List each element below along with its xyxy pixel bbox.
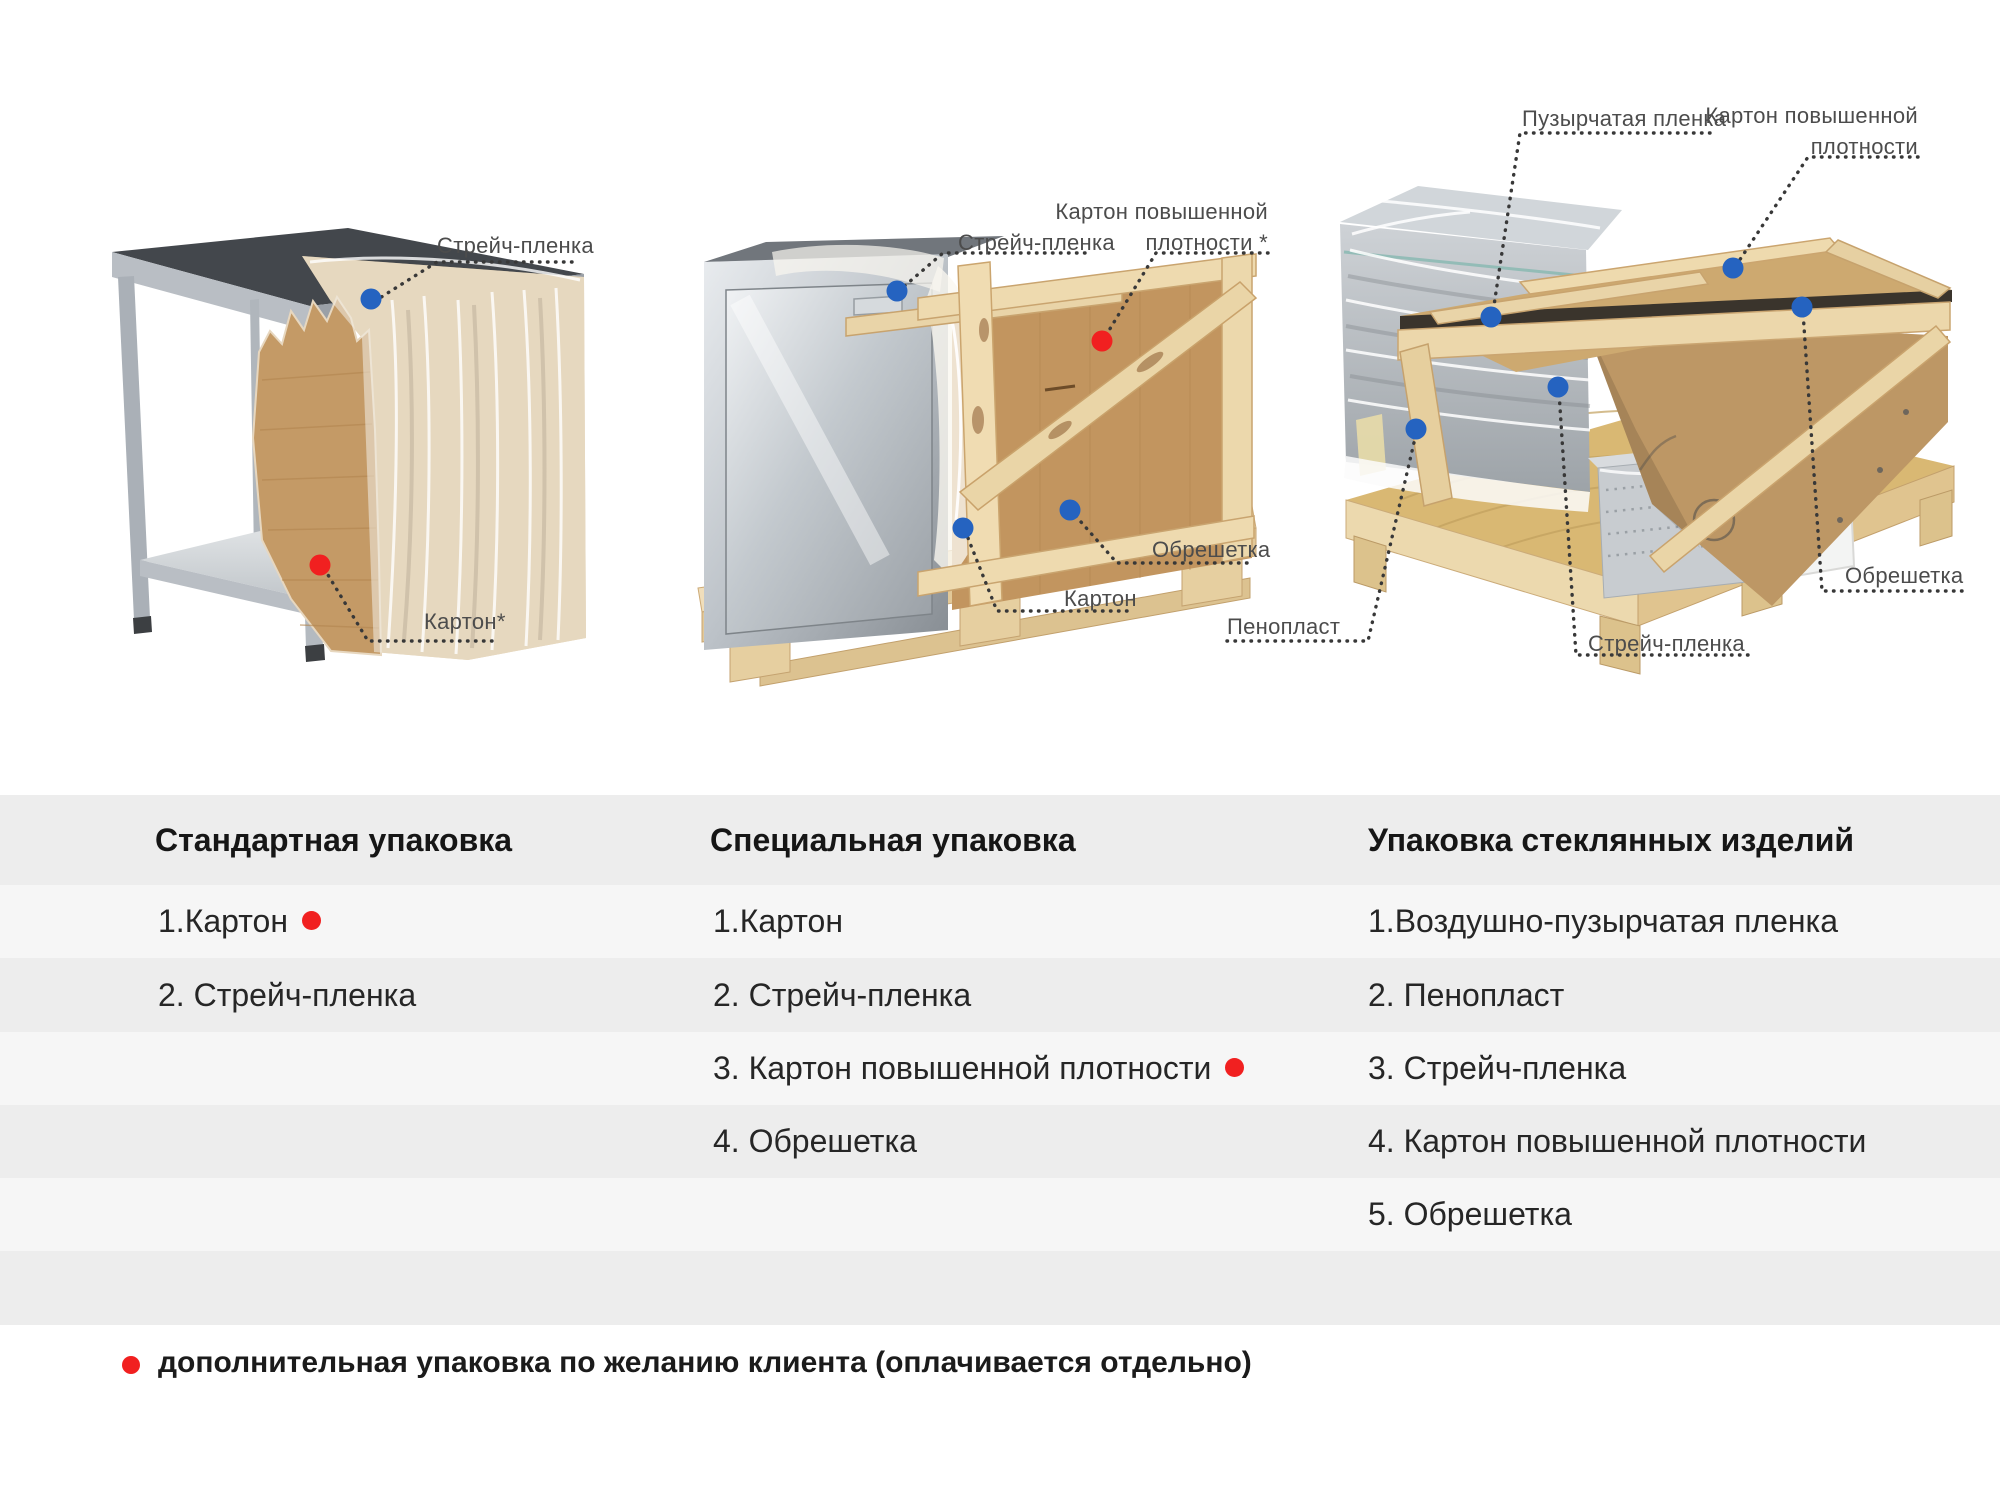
marker-p3-dense-blue-dot — [1723, 258, 1744, 279]
photo-standard-packaging — [112, 228, 586, 662]
marker-p3-bubble-blue-dot — [1481, 307, 1502, 328]
callout-p2-dense-cardboard-line1: Картон повышенной — [1055, 199, 1268, 224]
table-row-6-empty — [0, 1251, 2000, 1325]
list-item-special-3 — [713, 1032, 1244, 1105]
callout-p2-stretch-film: Стрейч-пленка — [958, 230, 1115, 255]
marker-p2-cardboard-blue-dot — [953, 518, 974, 539]
table-row-2 — [0, 958, 2000, 1032]
callout-p1-stretch-film: Стрейч-пленка — [437, 233, 594, 258]
list-item-glass-5: 5. Обрешетка — [1368, 1196, 1572, 1232]
callout-p2-cardboard: Картон — [1064, 586, 1137, 611]
callout-p3-crate: Обрешетка — [1845, 563, 1964, 588]
list-item-special-4: 4. Обрешетка — [713, 1123, 917, 1159]
callout-p3-stretch-film: Стрейч-пленка — [1588, 631, 1745, 656]
callout-p3-foam: Пенопласт — [1227, 614, 1341, 639]
marker-p1-stretch-blue-dot — [361, 289, 382, 310]
column-header-special: Специальная упаковка — [710, 822, 1076, 858]
list-item-glass-2: 2. Пенопласт — [1368, 977, 1565, 1013]
list-item-special-2: 2. Стрейч-пленка — [713, 977, 972, 1013]
marker-p1-cardboard-red-dot — [310, 555, 331, 576]
callout-p1-cardboard: Картон* — [424, 609, 506, 634]
list-item-text: 1.Картон — [158, 903, 288, 939]
table-header-row — [0, 795, 2000, 885]
callout-p2-dense-cardboard — [1055, 196, 1268, 258]
callout-p3-dense-cardboard-line1: Картон повышенной — [1705, 103, 1918, 128]
list-item-standard-2: 2. Стрейч-пленка — [158, 977, 417, 1013]
photo-special-packaging — [698, 236, 1256, 686]
marker-p2-dense-red-dot — [1092, 331, 1113, 352]
photo-glass-packaging — [1340, 186, 1954, 674]
column-header-standard: Стандартная упаковка — [155, 822, 513, 858]
list-item-standard-1 — [158, 885, 321, 958]
footnote-red-dot — [122, 1356, 140, 1374]
callout-p2-dense-cardboard-line2: плотности * — [1145, 230, 1268, 255]
marker-p2-stretch-blue-dot — [887, 281, 908, 302]
marker-p3-stretch-blue-dot — [1548, 377, 1569, 398]
table-row-4 — [0, 1105, 2000, 1178]
table-row-1 — [0, 885, 2000, 958]
list-item-glass-3: 3. Стрейч-пленка — [1368, 1050, 1627, 1086]
list-item-text: 3. Картон повышенной плотности — [713, 1050, 1212, 1086]
column-header-glass: Упаковка стеклянных изделий — [1368, 822, 1855, 858]
table-row-3 — [0, 1032, 2000, 1105]
callout-p2-crate: Обрешетка — [1152, 537, 1271, 562]
list-item-glass-4: 4. Картон повышенной плотности — [1368, 1123, 1867, 1159]
list-item-glass-1: 1.Воздушно-пузырчатая пленка — [1368, 903, 1839, 939]
callout-p3-dense-cardboard-line2: плотности — [1810, 134, 1918, 159]
paid-option-red-dot — [1225, 1058, 1244, 1077]
callout-p3-dense-cardboard — [1705, 100, 1918, 162]
callout-p3-bubble-wrap: Пузырчатая пленка — [1522, 106, 1727, 131]
marker-p3-foam-blue-dot — [1406, 419, 1427, 440]
list-item-special-1: 1.Картон — [713, 903, 843, 939]
marker-p3-crate-blue-dot — [1792, 297, 1813, 318]
footnote-text: дополнительная упаковка по желанию клиента (оплачивается отдельно) — [158, 1346, 1252, 1379]
marker-p2-crate-blue-dot — [1060, 500, 1081, 521]
table-row-5 — [0, 1178, 2000, 1251]
paid-option-red-dot — [302, 911, 321, 930]
